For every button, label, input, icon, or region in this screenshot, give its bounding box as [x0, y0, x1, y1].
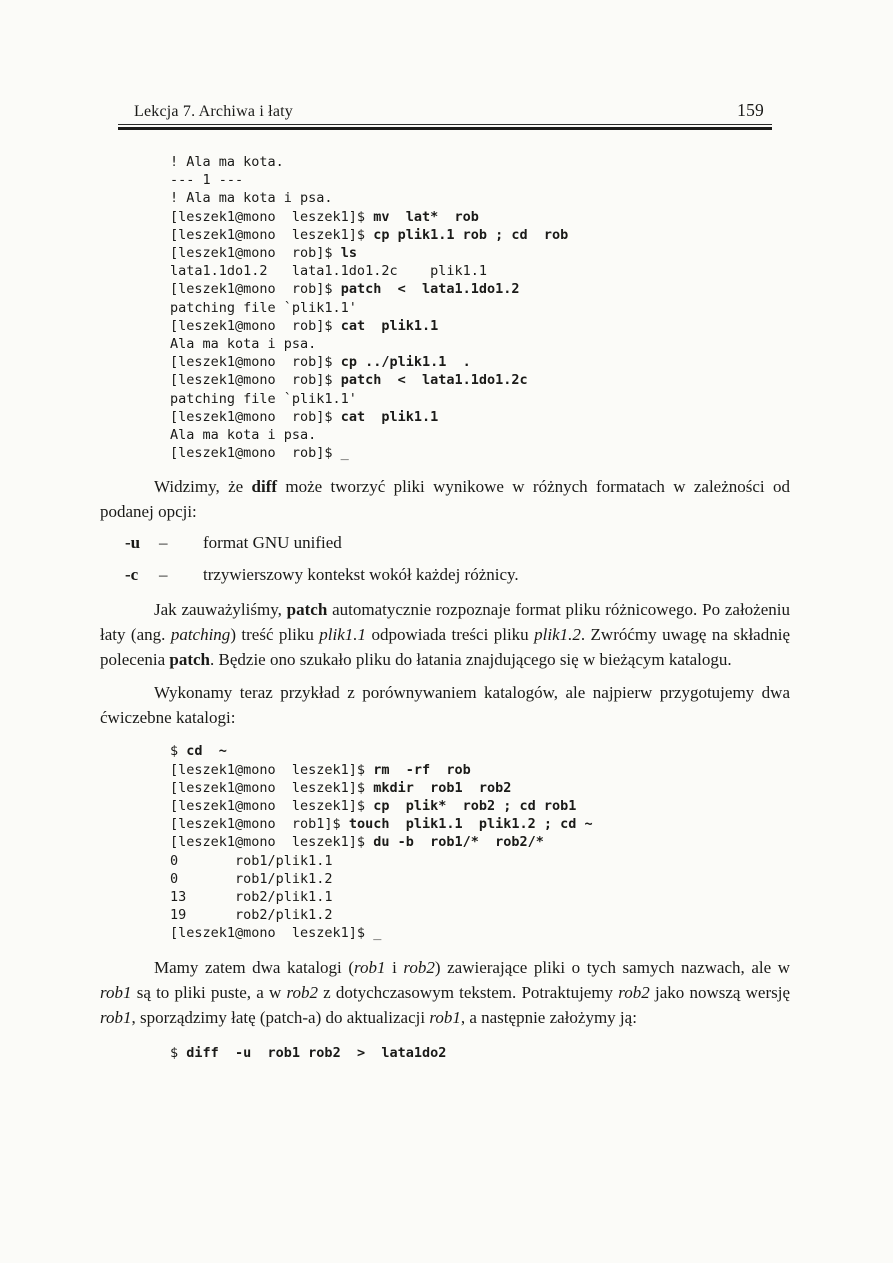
code-line: [leszek1@mono leszek1]$ du -b rob1/* rob2/*	[170, 834, 544, 851]
code-line: [leszek1@mono rob1]$ touch plik1.1 plik1.2 ; cd ~	[170, 816, 593, 833]
code-line: [leszek1@mono rob]$ patch < lata1.1do1.2	[170, 281, 520, 298]
code-line: 13 rob2/plik1.1	[170, 889, 333, 906]
option-row-unified	[125, 530, 893, 555]
terminal-listing-patch-example	[170, 153, 893, 462]
option-row-context	[125, 562, 893, 587]
option-description: format GNU unified	[203, 533, 342, 553]
code-line: ! Ala ma kota i psa.	[170, 190, 333, 207]
paragraph-directories-intro: Wykonamy teraz przykład z porównywaniem katalogów, ale najpierw przygotujemy dwa ćwiczebne katalogi:	[100, 683, 790, 728]
option-description: trzywierszowy kontekst wokół każdej różnicy.	[203, 565, 519, 585]
code-line: 0 rob1/plik1.1	[170, 852, 333, 869]
code-line: [leszek1@mono leszek1]$ rm -rf rob	[170, 761, 471, 778]
paragraph-patch-explanation: Jak zauważyliśmy, patch automatycznie rozpoznaje format pliku różnicowego. Po założeniu łaty (ang. patching) treść pliku plik1.1 odpowiada treści pliku plik1.2. Zwróćmy uwagę na składnię polecenia patch. Będzie ono szukało pliku do łatania znajdującego się w bieżącym katalogu.	[100, 600, 790, 670]
code-line: 0 rob1/plik1.2	[170, 870, 333, 887]
option-flag: -u	[125, 533, 141, 553]
code-line: [leszek1@mono leszek1]$ mkdir rob1 rob2	[170, 779, 512, 796]
code-line: $ diff -u rob1 rob2 > lata1do2	[170, 1044, 447, 1061]
option-dash: –	[159, 533, 168, 553]
code-line: [leszek1@mono rob]$ _	[170, 445, 349, 462]
paragraph-two-directories: Mamy zatem dwa katalogi (rob1 i rob2) zawierające pliki o tych samych nazwach, ale w rob1 są to pliki puste, a w rob2 z dotychczasowym tekstem. Potraktujemy rob2 jako nowszą wersję rob1, sporządzimy łatę (patch-a) do aktualizacji rob1, a następnie założymy ją:	[100, 957, 791, 1027]
code-line: [leszek1@mono leszek1]$ cp plik* rob2 ; cd rob1	[170, 798, 577, 815]
code-line: $ cd ~	[170, 743, 227, 760]
code-line: Ala ma kota i psa.	[170, 427, 317, 444]
page-header	[118, 100, 772, 124]
paragraph-diff-formats: Widzimy, że diff może tworzyć pliki wynikowe w różnych formatach w zależności od podanej opcji:	[100, 477, 790, 522]
code-line: Ala ma kota i psa.	[170, 336, 317, 353]
code-line: [leszek1@mono rob]$ patch < lata1.1do1.2c	[170, 372, 528, 389]
code-line: [leszek1@mono leszek1]$ _	[170, 925, 382, 942]
page-number: 159	[737, 100, 764, 120]
code-line: [leszek1@mono rob]$ cat plik1.1	[170, 317, 439, 334]
code-line: [leszek1@mono rob]$ ls	[170, 245, 357, 262]
header-rule	[118, 124, 772, 130]
chapter-title: Lekcja 7. Archiwa i łaty	[134, 103, 293, 120]
terminal-listing-directories	[170, 742, 893, 942]
code-line: [leszek1@mono leszek1]$ cp plik1.1 rob ; cd rob	[170, 226, 569, 243]
option-flag: -c	[125, 565, 139, 585]
command-diff-directories	[170, 1044, 893, 1062]
code-line: [leszek1@mono rob]$ cat plik1.1	[170, 408, 439, 425]
code-line: ! Ala ma kota.	[170, 154, 284, 170]
code-line: patching file `plik1.1'	[170, 390, 357, 407]
code-line: 19 rob2/plik1.2	[170, 907, 333, 924]
diff-options-list	[125, 530, 893, 587]
code-line: lata1.1do1.2 lata1.1do1.2c plik1.1	[170, 263, 487, 280]
option-dash: –	[159, 565, 168, 585]
code-line: patching file `plik1.1'	[170, 299, 357, 316]
code-line: --- 1 ---	[170, 172, 244, 189]
code-line: [leszek1@mono leszek1]$ mv lat* rob	[170, 208, 479, 225]
code-line: [leszek1@mono rob]$ cp ../plik1.1 .	[170, 354, 471, 371]
